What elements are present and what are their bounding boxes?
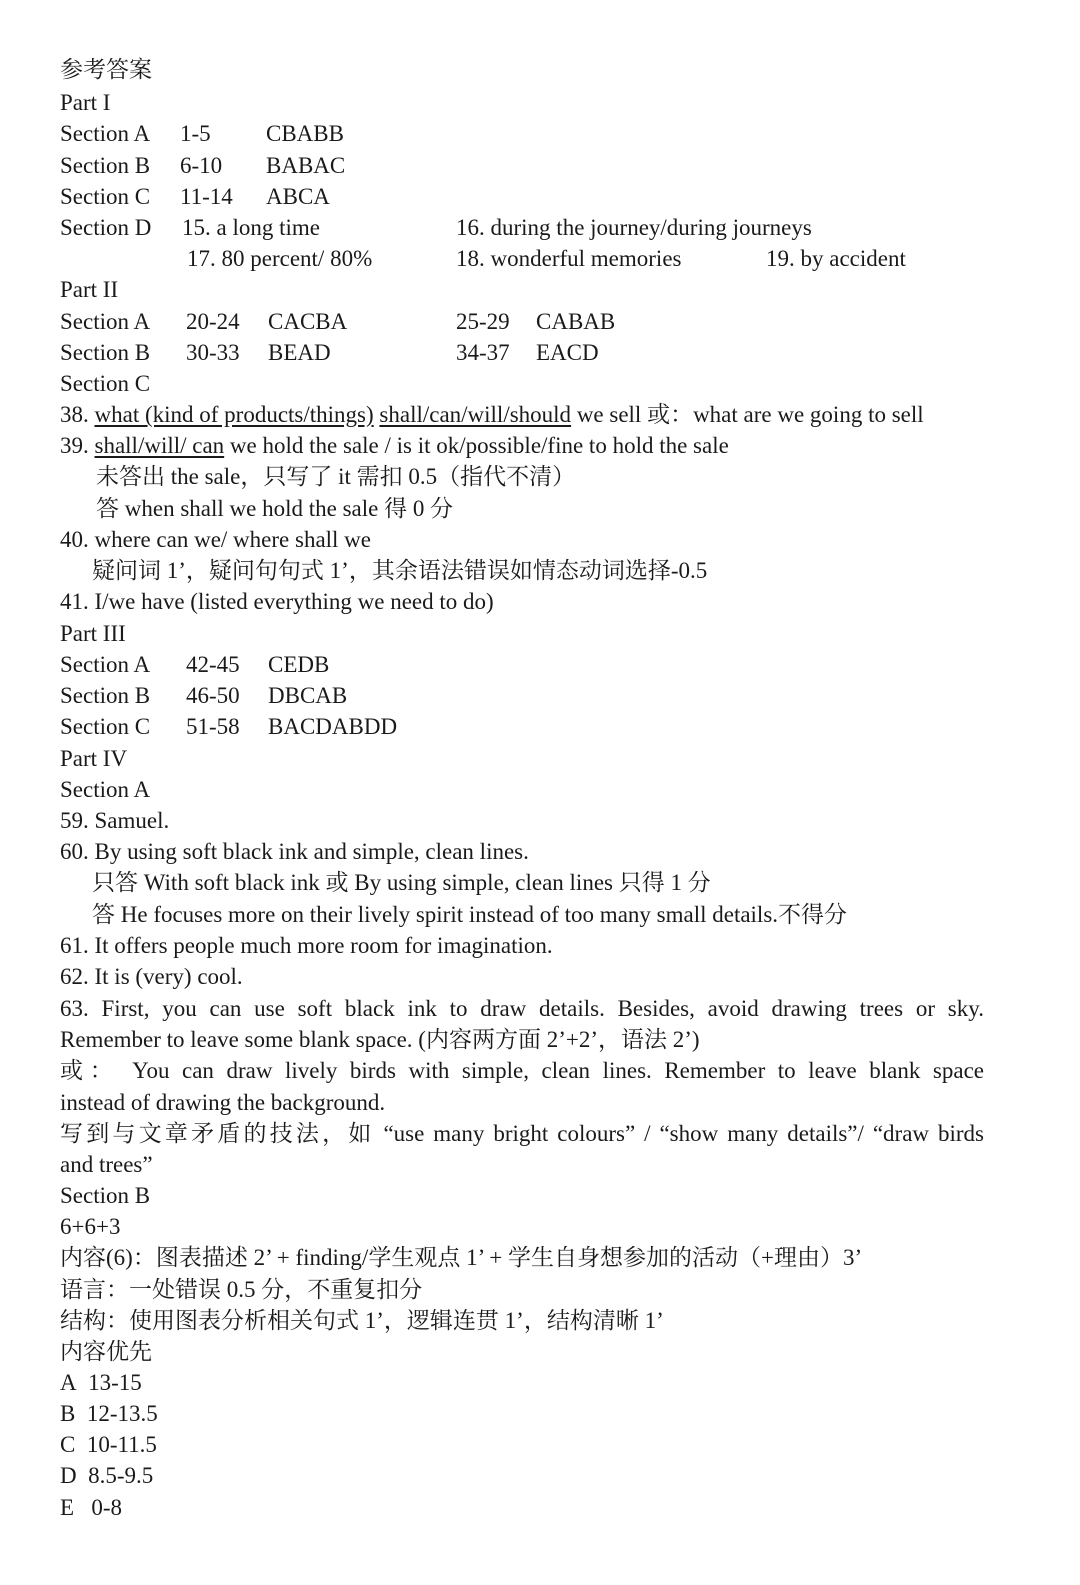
answer-16: 16. during the journey/during journeys: [456, 215, 812, 240]
grade-range: 12-13.5: [86, 1401, 158, 1426]
part2-secA-answers1: CACBA: [268, 309, 348, 334]
grade-letter: E: [60, 1495, 75, 1520]
grade-row: [60, 1400, 158, 1428]
answer-62: 62. It is (very) cool.: [60, 964, 243, 989]
grade-range: 0-8: [91, 1495, 122, 1520]
grade-range: 8.5-9.5: [88, 1463, 154, 1488]
answer-38-underline1: what (kind of products/things): [94, 402, 374, 427]
grade-row: [60, 1369, 142, 1397]
grade-letter: A: [60, 1370, 77, 1395]
grade-letter: D: [60, 1463, 77, 1488]
part1-secA-answers: CBABB: [266, 121, 344, 146]
answer-15: 15. a long time: [182, 215, 320, 240]
answer-38-num: 38.: [60, 402, 89, 427]
part2-secA-answers2: CABAB: [536, 309, 616, 334]
answer-19: 19. by accident: [766, 246, 906, 271]
part1-secC-label: Section C: [60, 184, 151, 209]
part3-secA-label: Section A: [60, 652, 151, 677]
page-title: 参考答案: [60, 57, 152, 82]
grade-row: [60, 1494, 122, 1522]
answer-63-line4: instead of drawing the background.: [60, 1090, 386, 1115]
part3-secB-answers: DBCAB: [268, 683, 348, 708]
part3-secC-range: 51-58: [186, 714, 240, 739]
part3-secA-range: 42-45: [186, 652, 240, 677]
part2-secB-answers2: EACD: [536, 340, 599, 365]
answer-61: 61. It offers people much more room for imagination.: [60, 933, 553, 958]
part2-secB-answers1: BEAD: [268, 340, 331, 365]
answer-63-line5: 写到与文章矛盾的技法，如 “use many bright colours” / “show many details”/ “draw birds: [60, 1121, 984, 1146]
answer-17: 17. 80 percent/ 80%: [187, 246, 373, 271]
grade-range: 13-15: [88, 1370, 142, 1395]
answer-38-rest: we sell 或：what are we going to sell: [571, 402, 924, 427]
part3-secB-range: 46-50: [186, 683, 240, 708]
part1-secD-label: Section D: [60, 215, 152, 240]
answer-41: 41. I/we have (listed everything we need to do): [60, 589, 494, 614]
answer-39-note2: 答 when shall we hold the sale 得 0 分: [96, 496, 454, 521]
part3-secA-answers: CEDB: [268, 652, 330, 677]
part1-secC-answers: ABCA: [266, 184, 330, 209]
grade-row: [60, 1462, 153, 1490]
part3-secC-answers: BACDABDD: [268, 714, 398, 739]
grade-letter: C: [60, 1432, 76, 1457]
answer-40-note: 疑问词 1’，疑问句句式 1’，其余语法错误如情态动词选择-0.5: [92, 558, 708, 583]
grade-row: [60, 1431, 157, 1459]
part1-secB-label: Section B: [60, 153, 151, 178]
secB-content-criteria: 内容(6)：图表描述 2’ + finding/学生观点 1’ + 学生自身想参加的活动（+理由）3’: [60, 1245, 863, 1270]
answer-60-note2: 答 He focuses more on their lively spirit instead of too many small details.不得分: [92, 902, 848, 927]
answer-60-note1: 只答 With soft black ink 或 By using simple, clean lines 只得 1 分: [92, 870, 711, 895]
part2-secA-range2: 25-29: [456, 309, 510, 334]
secB-structure-criteria: 结构：使用图表分析相关句式 1’，逻辑连贯 1’，结构清晰 1’: [60, 1308, 664, 1333]
part3-secB-label: Section B: [60, 683, 151, 708]
answer-39-rest: we hold the sale / is it ok/possible/fine to hold the sale: [224, 433, 729, 458]
answer-63-line6: and trees”: [60, 1152, 153, 1177]
part1-secA-range: 1-5: [180, 121, 211, 146]
grade-letter: B: [60, 1401, 76, 1426]
part4-secB-label: Section B: [60, 1183, 151, 1208]
answer-40: 40. where can we/ where shall we: [60, 527, 372, 552]
part1-secA-label: Section A: [60, 121, 151, 146]
answer-38: [60, 401, 924, 429]
part1-secB-range: 6-10: [180, 153, 223, 178]
answer-63-line3: 或： You can draw lively birds with simple, clean lines. Remember to leave blank space: [60, 1058, 984, 1083]
answer-63-line2: Remember to leave some blank space. (内容两方面 2’+2’，语法 2’): [60, 1027, 700, 1052]
part4-heading: Part IV: [60, 746, 128, 771]
grade-range: 10-11.5: [86, 1432, 157, 1457]
answer-59: 59. Samuel.: [60, 808, 170, 833]
part2-secC-label: Section C: [60, 371, 151, 396]
answer-39: [60, 432, 729, 460]
part2-secB-range2: 34-37: [456, 340, 510, 365]
part2-secB-label: Section B: [60, 340, 151, 365]
secB-priority: 内容优先: [60, 1339, 152, 1364]
part2-heading: Part II: [60, 277, 119, 302]
part3-heading: Part III: [60, 621, 126, 646]
part1-secB-answers: BABAC: [266, 153, 346, 178]
part4-secA-label: Section A: [60, 777, 151, 802]
part3-secC-label: Section C: [60, 714, 151, 739]
answer-60: 60. By using soft black ink and simple, clean lines.: [60, 839, 529, 864]
answer-38-underline2: shall/can/will/should: [379, 402, 572, 427]
answer-18: 18. wonderful memories: [456, 246, 682, 271]
part2-secA-label: Section A: [60, 309, 151, 334]
answer-39-num: 39.: [60, 433, 89, 458]
secB-language-criteria: 语言：一处错误 0.5 分，不重复扣分: [60, 1277, 423, 1302]
answer-39-underline: shall/will/ can: [94, 433, 225, 458]
answer-63-line1: 63. First, you can use soft black ink to draw details. Besides, avoid drawing trees or sky.: [60, 996, 984, 1021]
secB-score: 6+6+3: [60, 1214, 121, 1239]
answer-39-note1: 未答出 the sale，只写了 it 需扣 0.5（指代不清）: [96, 464, 576, 489]
part2-secA-range1: 20-24: [186, 309, 240, 334]
part1-secC-range: 11-14: [180, 184, 233, 209]
part1-heading: Part I: [60, 90, 111, 115]
part2-secB-range1: 30-33: [186, 340, 240, 365]
